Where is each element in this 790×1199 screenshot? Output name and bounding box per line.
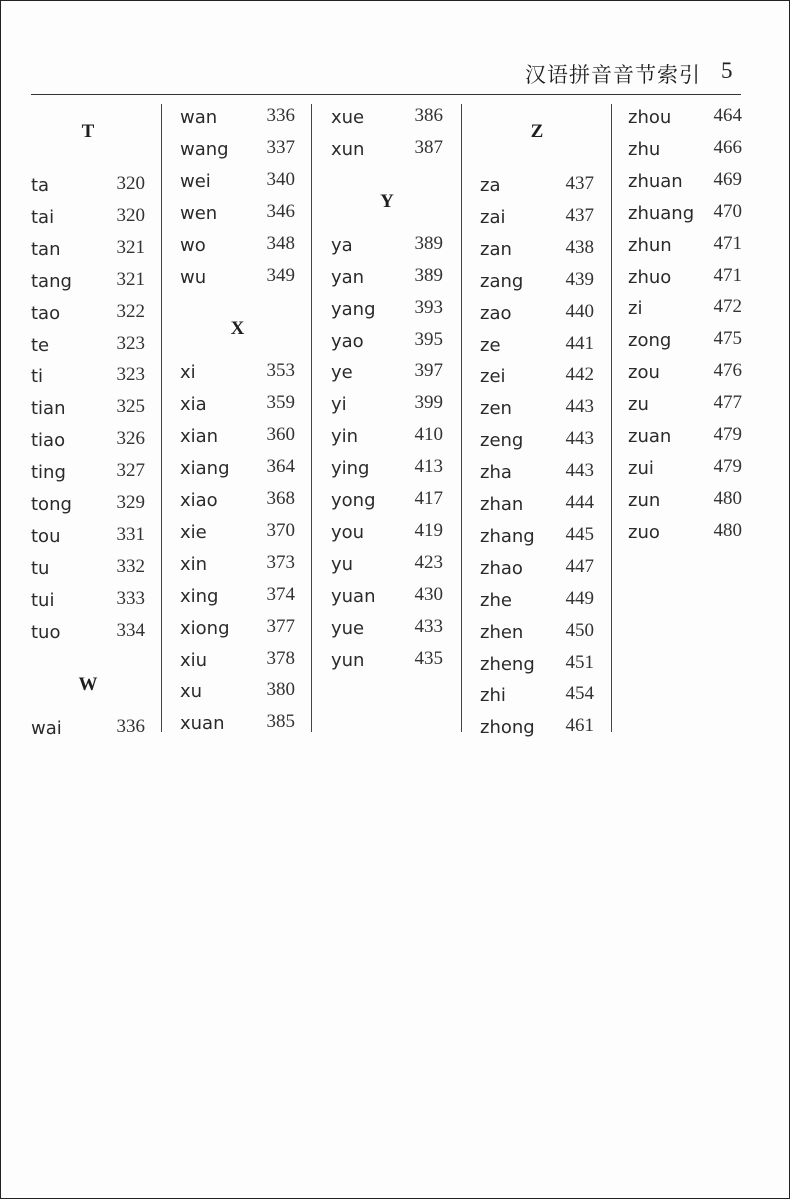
entry-page-number: 479 [713, 455, 742, 477]
entry-page-number: 469 [713, 168, 742, 190]
index-entry [180, 707, 295, 739]
entry-page-number: 477 [713, 392, 742, 414]
entry-syllable: yan [331, 266, 365, 288]
column-divider [311, 104, 312, 732]
entry-syllable: ya [331, 234, 353, 256]
entry-syllable: tai [31, 206, 55, 228]
entry-page-number: 472 [713, 296, 742, 318]
entry-syllable: zhu [628, 138, 661, 160]
index-entry [180, 516, 295, 548]
entry-syllable: ye [331, 362, 353, 384]
entry-page-number: 332 [116, 555, 145, 577]
entry-syllable: yong [331, 490, 376, 511]
entry-page-number: 442 [565, 364, 594, 386]
entry-page-number: 378 [266, 647, 295, 669]
entry-page-number: 440 [565, 300, 594, 322]
entry-syllable: tu [31, 557, 50, 579]
index-entry [31, 233, 145, 265]
entry-syllable: wu [180, 266, 207, 288]
entry-syllable: xin [180, 553, 208, 575]
index-entry [480, 297, 594, 329]
entry-page-number: 321 [116, 268, 145, 290]
entry-syllable: zai [480, 206, 506, 228]
index-entry [628, 420, 742, 452]
entry-syllable: zhuang [628, 202, 695, 224]
entry-syllable: ting [31, 462, 66, 484]
entry-syllable: wai [31, 717, 62, 739]
entry-syllable: zou [628, 362, 660, 384]
entry-page-number: 321 [116, 236, 145, 258]
index-entry [628, 484, 742, 516]
entry-page-number: 423 [414, 551, 443, 573]
entry-syllable: xie [180, 521, 207, 543]
entry-syllable: xiao [180, 490, 218, 511]
entry-syllable: yao [331, 330, 364, 352]
entry-syllable: xia [180, 394, 207, 416]
index-entry [628, 452, 742, 484]
index-entry [180, 229, 295, 261]
entry-syllable: zui [628, 457, 654, 479]
entry-page-number: 326 [116, 428, 145, 450]
entry-syllable: zang [480, 270, 524, 292]
index-entry [180, 484, 295, 516]
entry-page-number: 454 [565, 683, 594, 705]
entry-page-number: 364 [266, 456, 295, 478]
entry-syllable: ze [480, 334, 501, 356]
entry-syllable: zhuan [628, 170, 683, 192]
index-entry [628, 324, 742, 356]
entry-page-number: 480 [713, 487, 742, 509]
index-entry [180, 548, 295, 580]
entry-page-number: 346 [266, 200, 295, 222]
entry-page-number: 441 [565, 332, 594, 354]
header-rule [31, 94, 741, 95]
index-entry [331, 420, 443, 452]
entry-page-number: 475 [713, 328, 742, 350]
index-entry [480, 329, 594, 361]
entry-syllable: ti [31, 366, 44, 388]
index-entry [331, 293, 443, 325]
entry-syllable: zhun [628, 234, 672, 256]
index-entry [628, 516, 742, 548]
entry-syllable: tian [31, 398, 66, 420]
index-entry [331, 516, 443, 548]
index-entry [31, 265, 145, 297]
entry-syllable: yu [331, 553, 354, 575]
entry-page-number: 410 [414, 424, 443, 446]
entry-syllable: wen [180, 202, 218, 224]
entry-page-number: 470 [713, 200, 742, 222]
index-entry [31, 520, 145, 552]
index-entry [628, 229, 742, 261]
entry-syllable: tiao [31, 430, 66, 452]
index-entry [480, 552, 594, 584]
entry-syllable: xiang [180, 458, 230, 480]
index-entry [480, 616, 594, 648]
section-letter-y: Y [380, 190, 394, 212]
entry-page-number: 443 [565, 396, 594, 418]
index-entry [31, 488, 145, 520]
entry-syllable: yuan [331, 585, 376, 607]
entry-syllable: zhen [480, 621, 524, 643]
entry-page-number: 443 [565, 460, 594, 482]
entry-page-number: 323 [116, 364, 145, 386]
entry-page-number: 451 [565, 651, 594, 673]
index-entry [480, 265, 594, 297]
section-letter-z: Z [530, 121, 544, 142]
entry-page-number: 413 [414, 456, 443, 478]
entry-page-number: 380 [266, 679, 295, 701]
entry-syllable: xiong [180, 617, 230, 639]
index-entry [31, 297, 145, 329]
index-entry [331, 612, 443, 644]
index-entry [628, 388, 742, 420]
entry-page-number: 323 [116, 332, 145, 354]
entry-syllable: yue [331, 617, 365, 639]
index-entry [31, 616, 145, 648]
entry-page-number: 327 [116, 460, 145, 482]
index-entry [480, 233, 594, 265]
index-entry [628, 197, 742, 229]
entry-page-number: 450 [565, 619, 594, 641]
index-entry [31, 329, 145, 361]
entry-syllable: zhao [480, 557, 523, 579]
entry-syllable: zhan [480, 494, 524, 515]
column-divider [161, 104, 162, 732]
entry-syllable: yin [331, 426, 359, 448]
entry-syllable: za [480, 175, 501, 196]
entry-page-number: 360 [266, 424, 295, 446]
entry-syllable: zhuo [628, 266, 672, 288]
entry-syllable: ying [331, 458, 370, 480]
entry-page-number: 374 [266, 583, 295, 605]
index-entry [628, 101, 742, 133]
entry-page-number: 444 [565, 492, 594, 513]
entry-page-number: 435 [414, 647, 443, 669]
index-entry [180, 261, 295, 293]
index-entry [480, 488, 594, 520]
entry-page-number: 334 [116, 619, 145, 641]
entry-page-number: 439 [565, 268, 594, 290]
entry-page-number: 464 [713, 105, 742, 126]
index-entry [180, 133, 295, 165]
entry-page-number: 353 [266, 360, 295, 382]
entry-syllable: zhi [480, 685, 506, 707]
entry-page-number: 479 [713, 424, 742, 445]
entry-page-number: 430 [414, 583, 443, 605]
entry-page-number: 370 [266, 519, 295, 541]
entry-syllable: ta [31, 175, 50, 196]
entry-syllable: zun [628, 489, 661, 511]
entry-syllable: zu [628, 394, 649, 416]
entry-page-number: 336 [116, 715, 145, 737]
entry-page-number: 471 [713, 264, 742, 286]
index-entry [628, 261, 742, 293]
entry-page-number: 349 [266, 264, 295, 286]
entry-syllable: yang [331, 298, 376, 320]
entry-syllable: xuan [180, 713, 225, 735]
entry-page-number: 329 [116, 492, 145, 513]
column-divider [461, 104, 462, 732]
entry-syllable: yi [331, 394, 347, 416]
index-entry [331, 133, 443, 165]
index-entry [480, 711, 594, 743]
entry-syllable: tuo [31, 621, 61, 643]
entry-page-number: 331 [116, 523, 145, 545]
index-entry [180, 356, 295, 388]
index-entry [331, 580, 443, 612]
entry-page-number: 336 [266, 105, 295, 126]
index-entry [180, 420, 295, 452]
entry-syllable: tan [31, 238, 61, 260]
entry-syllable: tong [31, 494, 72, 515]
entry-page-number: 417 [414, 488, 443, 509]
entry-syllable: zhou [628, 107, 672, 128]
index-entry [31, 392, 145, 424]
entry-page-number: 389 [414, 264, 443, 286]
index-entry [31, 201, 145, 233]
index-entry [31, 169, 145, 201]
index-entry [480, 392, 594, 424]
entry-syllable: wei [180, 170, 211, 192]
entry-syllable: wan [180, 107, 218, 128]
entry-syllable: tou [31, 525, 61, 547]
section-letter-w: W [78, 673, 98, 695]
entry-syllable: zheng [480, 653, 535, 675]
index-entry [180, 197, 295, 229]
index-entry [180, 644, 295, 676]
entry-page-number: 389 [414, 232, 443, 254]
entry-syllable: xun [331, 138, 365, 160]
index-entry [331, 101, 443, 133]
index-entry [31, 424, 145, 456]
entry-syllable: zen [480, 398, 512, 420]
index-entry [480, 360, 594, 392]
entry-page-number: 461 [565, 715, 594, 737]
entry-syllable: wo [180, 234, 206, 256]
entry-syllable: zuan [628, 426, 672, 447]
entry-page-number: 445 [565, 523, 594, 545]
entry-syllable: zong [628, 330, 672, 352]
index-entry [31, 584, 145, 616]
entry-syllable: you [331, 521, 365, 543]
index-entry [628, 133, 742, 165]
entry-syllable: xiu [180, 649, 208, 671]
entry-syllable: yun [331, 649, 365, 671]
entry-page-number: 386 [414, 105, 443, 126]
entry-syllable: wang [180, 138, 229, 160]
index-entry [480, 424, 594, 456]
entry-syllable: zha [480, 462, 512, 484]
index-entry [331, 229, 443, 261]
entry-page-number: 437 [565, 173, 594, 194]
entry-page-number: 397 [414, 360, 443, 382]
index-entry [180, 165, 295, 197]
entry-syllable: tang [31, 270, 72, 292]
index-entry [480, 648, 594, 680]
entry-page-number: 437 [565, 204, 594, 226]
index-entry [628, 356, 742, 388]
index-entry [331, 644, 443, 676]
entry-page-number: 340 [266, 168, 295, 190]
index-entry [480, 520, 594, 552]
index-entry [331, 548, 443, 580]
entry-syllable: zan [480, 238, 512, 260]
entry-page-number: 438 [565, 236, 594, 258]
index-entry [331, 452, 443, 484]
page-number: 5 [721, 58, 733, 83]
entry-page-number: 377 [266, 615, 295, 637]
entry-syllable: zeng [480, 430, 524, 452]
entry-syllable: xian [180, 426, 219, 448]
entry-page-number: 393 [414, 296, 443, 318]
index-entry [331, 325, 443, 357]
entry-syllable: zhe [480, 589, 512, 611]
entry-syllable: zhong [480, 717, 535, 739]
entry-page-number: 359 [266, 392, 295, 414]
entry-syllable: zhang [480, 525, 535, 547]
index-entry [180, 452, 295, 484]
section-letter-x: X [230, 318, 245, 340]
entry-syllable: zi [628, 298, 643, 320]
index-entry [180, 612, 295, 644]
entry-syllable: xi [180, 362, 196, 384]
index-entry [480, 456, 594, 488]
index-entry [480, 584, 594, 616]
index-entry [331, 356, 443, 388]
index-entry [31, 552, 145, 584]
index-entry [31, 712, 145, 744]
entry-page-number: 395 [414, 328, 443, 350]
entry-page-number: 443 [565, 428, 594, 450]
entry-page-number: 480 [713, 519, 742, 541]
entry-page-number: 449 [565, 587, 594, 609]
index-entry [180, 580, 295, 612]
section-letter-t: T [81, 121, 95, 142]
index-entry [31, 456, 145, 488]
entry-page-number: 385 [266, 711, 295, 733]
entry-page-number: 433 [414, 615, 443, 637]
index-entry [331, 261, 443, 293]
entry-page-number: 466 [713, 136, 742, 158]
entry-page-number: 368 [266, 488, 295, 509]
entry-syllable: zao [480, 302, 512, 324]
entry-page-number: 419 [414, 519, 443, 541]
index-title: 汉语拼音音节索引 [525, 63, 701, 87]
entry-page-number: 333 [116, 587, 145, 609]
column-divider [611, 104, 612, 732]
entry-page-number: 447 [565, 555, 594, 577]
index-entry [180, 388, 295, 420]
entry-syllable: xu [180, 681, 203, 703]
entry-page-number: 399 [414, 392, 443, 414]
index-entry [480, 201, 594, 233]
index-entry [180, 101, 295, 133]
entry-syllable: te [31, 334, 50, 356]
index-entry [628, 165, 742, 197]
entry-page-number: 337 [266, 136, 295, 158]
index-entry [31, 360, 145, 392]
entry-syllable: xing [180, 585, 219, 607]
entry-syllable: tui [31, 589, 55, 611]
entry-syllable: tao [31, 302, 61, 324]
index-entry [180, 675, 295, 707]
entry-page-number: 320 [116, 204, 145, 226]
entry-page-number: 471 [713, 232, 742, 254]
entry-page-number: 348 [266, 232, 295, 254]
index-entry [480, 679, 594, 711]
entry-page-number: 476 [713, 360, 742, 382]
index-entry [331, 388, 443, 420]
entry-page-number: 325 [116, 396, 145, 418]
entry-page-number: 387 [414, 136, 443, 158]
entry-syllable: zuo [628, 521, 660, 543]
entry-syllable: zei [480, 366, 506, 388]
index-entry [480, 169, 594, 201]
entry-page-number: 373 [266, 551, 295, 573]
index-entry [628, 292, 742, 324]
index-entry [331, 484, 443, 516]
entry-page-number: 322 [116, 300, 145, 322]
entry-page-number: 320 [116, 173, 145, 194]
entry-syllable: xue [331, 107, 365, 128]
